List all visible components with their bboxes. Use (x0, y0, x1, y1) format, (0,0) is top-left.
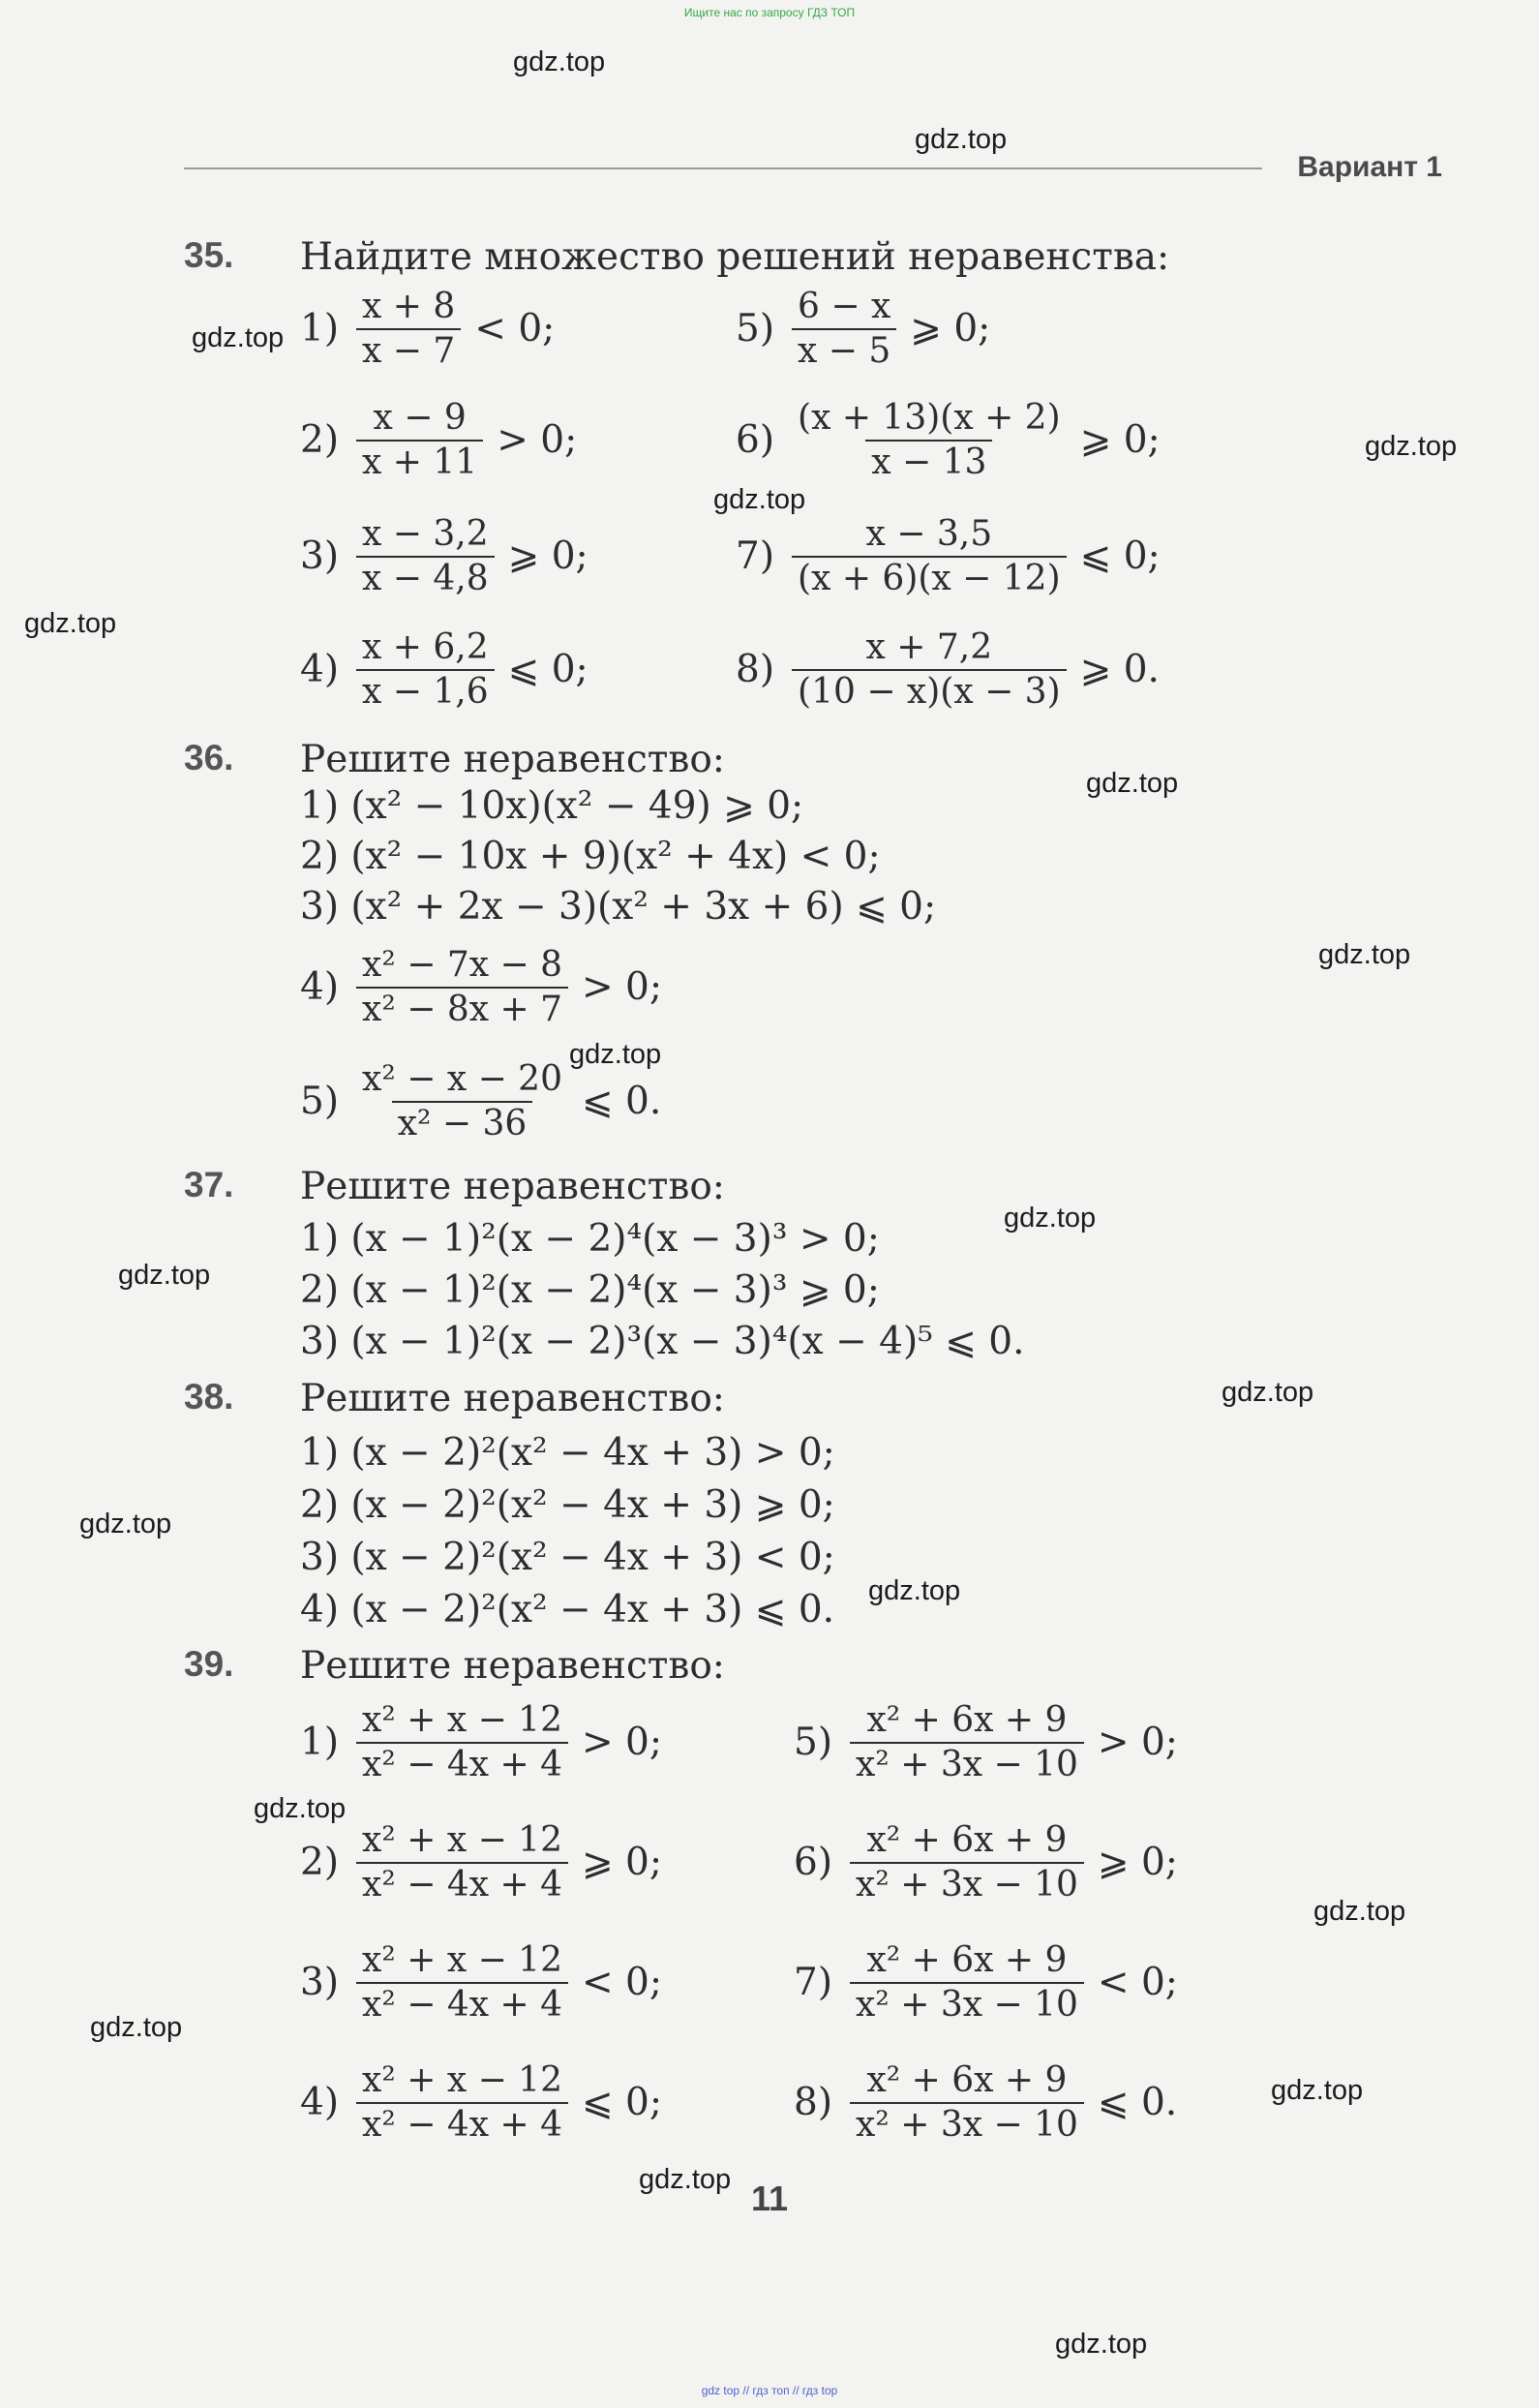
exercise-37-title: Решите неравенство: (300, 1165, 725, 1208)
ex35-item-3: 3) $\frac{x - 3,2}{x - 4,8}$ ⩾ 0; (300, 514, 588, 598)
ex37-line-1: 1) (x − 1)²(x − 2)⁴(x − 3)³ > 0; (300, 1217, 880, 1261)
ex35-item-7: 7) $\frac{x - 3,5}{(x + 6)(x - 12)}$ ⩽ 0; (736, 514, 1161, 598)
ex37-line-2: 2) (x − 1)²(x − 2)⁴(x − 3)³ ⩾ 0; (300, 1268, 880, 1312)
watermark: gdz.top (639, 2164, 732, 2195)
watermark: gdz.top (1271, 2075, 1364, 2106)
exercise-36-title: Решите неравенство: (300, 738, 725, 781)
ex38-line-2: 2) (x − 2)²(x² − 4x + 3) ⩾ 0; (300, 1483, 835, 1527)
exercise-39-title: Решите неравенство: (300, 1644, 725, 1688)
ex35-item-5: 5) $\frac{6 - x}{x - 5}$ ⩾ 0; (736, 287, 991, 371)
watermark: gdz.top (1055, 2329, 1148, 2360)
header-rule (184, 168, 1262, 169)
bottom-note: gdz top // гдз топ // гдз top (701, 2384, 838, 2397)
ex38-line-3: 3) (x − 2)²(x² − 4x + 3) < 0; (300, 1536, 835, 1579)
ex37-line-3: 3) (x − 1)²(x − 2)³(x − 3)⁴(x − 4)⁵ ⩽ 0. (300, 1320, 1025, 1363)
watermark: gdz.top (1365, 431, 1458, 462)
watermark: gdz.top (192, 322, 285, 353)
ex35-item-2: 2) $\frac{x - 9}{x + 11}$ > 0; (300, 398, 578, 482)
exercise-37-number: 37. (184, 1165, 234, 1204)
ex35-item-8: 8) $\frac{x + 7,2}{(10 - x)(x - 3)}$ ⩾ 0. (736, 627, 1160, 712)
exercise-35-number: 35. (184, 235, 234, 275)
watermark: gdz.top (118, 1260, 211, 1291)
ex39-item-5: 5) $\frac{\text{x² + 6x + 9}}{\text{x² + 3x − 10}}$ > 0; (794, 1700, 1178, 1784)
ex36-item-5: 5) $\frac{\text{x² − x − 20}}{\text{x² − 36}}$ ⩽ 0. (300, 1059, 662, 1143)
watermark: gdz.top (1004, 1203, 1097, 1234)
watermark: gdz.top (1313, 1896, 1406, 1927)
variant-label: Вариант 1 (1297, 151, 1442, 183)
watermark: gdz.top (90, 2012, 183, 2043)
watermark: gdz.top (1318, 939, 1411, 970)
watermark: gdz.top (24, 608, 117, 639)
exercise-39-number: 39. (184, 1644, 234, 1684)
exercise-35-title: Найдите множество решений неравенства: (300, 235, 1170, 279)
ex39-item-6: 6) $\frac{\text{x² + 6x + 9}}{\text{x² + 3x − 10}}$ ⩾ 0; (794, 1820, 1178, 1905)
ex36-line-3: 3) (x² + 2x − 3)(x² + 3x + 6) ⩽ 0; (300, 885, 937, 929)
page-number: 11 (750, 2179, 789, 2218)
ex36-line-1: 1) (x² − 10x)(x² − 49) ⩾ 0; (300, 784, 804, 828)
exercise-38-number: 38. (184, 1377, 234, 1417)
watermark: gdz.top (513, 46, 606, 77)
watermark: gdz.top (1222, 1377, 1314, 1408)
exercise-38-title: Решите неравенство: (300, 1377, 725, 1420)
ex39-item-2: 2) $\frac{\text{x² + x − 12}}{\text{x² − 4x + 4}}$ ⩾ 0; (300, 1820, 663, 1905)
ex38-line-1: 1) (x − 2)²(x² − 4x + 3) > 0; (300, 1431, 835, 1475)
watermark: gdz.top (915, 124, 1008, 155)
ex39-item-8: 8) $\frac{\text{x² + 6x + 9}}{\text{x² + 3x − 10}}$ ⩽ 0. (794, 2060, 1178, 2145)
exercise-36-number: 36. (184, 738, 234, 777)
ex39-item-1: 1) $\frac{\text{x² + x − 12}}{\text{x² − 4x + 4}}$ > 0; (300, 1700, 663, 1784)
top-note: Ищите нас по запросу ГДЗ ТОП (683, 6, 856, 19)
ex35-item-6: 6) $\frac{(x + 13)(x + 2)}{x - 13}$ ⩾ 0; (736, 398, 1161, 482)
watermark: gdz.top (569, 1039, 662, 1070)
ex35-item-4: 4) $\frac{x + 6,2}{x - 1,6}$ ⩽ 0; (300, 627, 588, 712)
ex36-line-2: 2) (x² − 10x + 9)(x² + 4x) < 0; (300, 835, 881, 878)
watermark: gdz.top (1086, 768, 1179, 799)
ex39-item-3: 3) $\frac{\text{x² + x − 12}}{\text{x² − 4x + 4}}$ < 0; (300, 1940, 663, 2025)
watermark: gdz.top (79, 1509, 172, 1539)
ex39-item-7: 7) $\frac{\text{x² + 6x + 9}}{\text{x² + 3x − 10}}$ < 0; (794, 1940, 1178, 2025)
watermark: gdz.top (713, 484, 806, 515)
ex39-item-4: 4) $\frac{\text{x² + x − 12}}{\text{x² − 4x + 4}}$ ⩽ 0; (300, 2060, 663, 2145)
ex36-item-4: 4) $\frac{\text{x² − 7x − 8}}{\text{x² − 8x + 7}}$ > 0; (300, 945, 663, 1029)
watermark: gdz.top (254, 1793, 347, 1824)
ex38-line-4: 4) (x − 2)²(x² − 4x + 3) ⩽ 0. (300, 1588, 835, 1631)
watermark: gdz.top (868, 1575, 961, 1606)
ex35-item-1: 1) $\frac{x + 8}{x - 7}$ < 0; (300, 287, 556, 371)
